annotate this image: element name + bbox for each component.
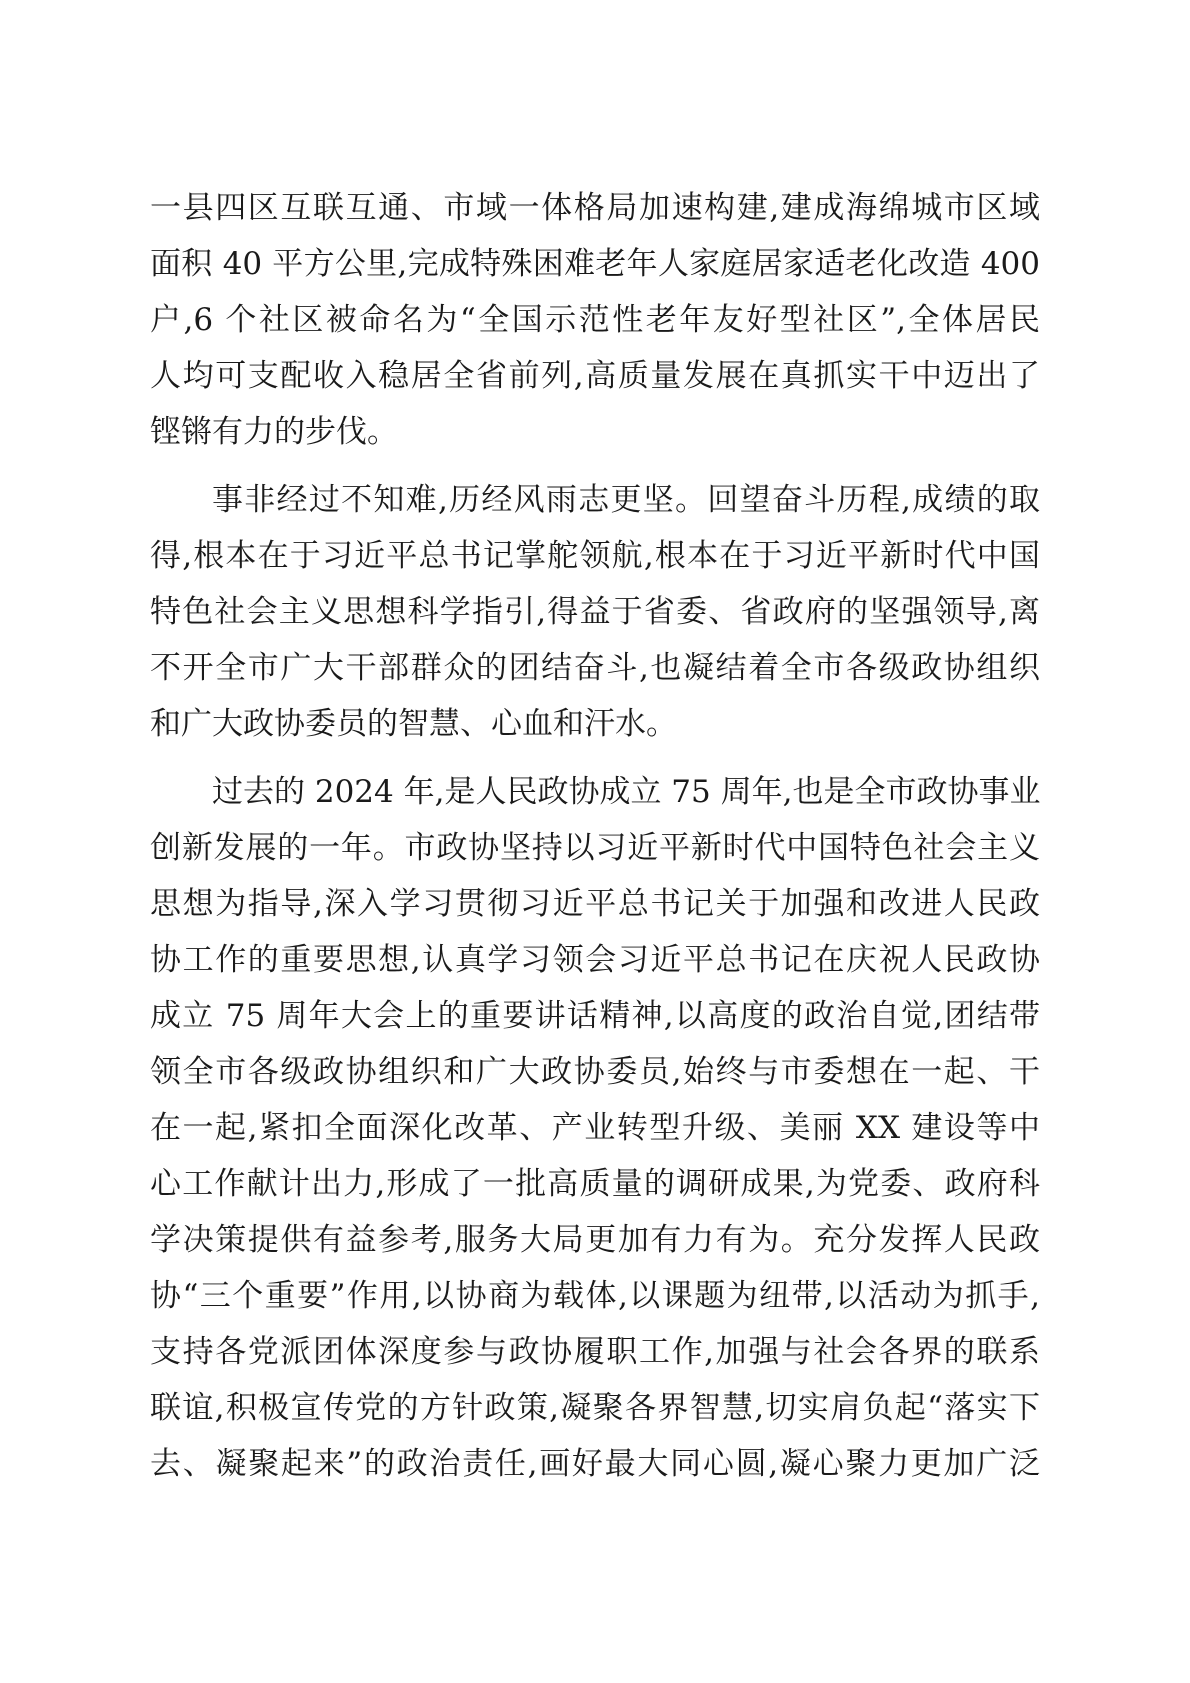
document-body xyxy=(150,180,1040,1504)
text-line: 得,根本在于习近平总书记掌舵领航,根本在于习近平新时代中国 xyxy=(150,538,1040,574)
text-line: 支持各党派团体深度参与政协履职工作,加强与社会各界的联系 xyxy=(150,1334,1040,1370)
text-line: 户,6 个社区被命名为“全国示范性老年友好型社区”,全体居民 xyxy=(150,302,1040,338)
paragraph-1 xyxy=(150,180,1040,460)
text-line: 和广大政协委员的智慧、心血和汗水。 xyxy=(150,706,677,742)
text-line: 思想为指导,深入学习贯彻习近平总书记关于加强和改进人民政 xyxy=(150,886,1040,922)
text-line: 心工作献计出力,形成了一批高质量的调研成果,为党委、政府科 xyxy=(150,1166,1040,1202)
text-line: 领全市各级政协组织和广大政协委员,始终与市委想在一起、干 xyxy=(150,1054,1040,1090)
text-line: 铿锵有力的步伐。 xyxy=(150,414,398,450)
text-line: 事非经过不知难,历经风雨志更坚。回望奋斗历程,成绩的取 xyxy=(212,482,1040,518)
paragraph-2 xyxy=(150,472,1040,752)
text-line: 创新发展的一年。市政协坚持以习近平新时代中国特色社会主义 xyxy=(150,830,1040,866)
text-line: 学决策提供有益参考,服务大局更加有力有为。充分发挥人民政 xyxy=(150,1222,1040,1258)
text-line: 去、凝聚起来”的政治责任,画好最大同心圆,凝心聚力更加广泛 xyxy=(150,1446,1040,1482)
text-line: 在一起,紧扣全面深化改革、产业转型升级、美丽 XX 建设等中 xyxy=(150,1110,1040,1146)
text-line: 联谊,积极宣传党的方针政策,凝聚各界智慧,切实肩负起“落实下 xyxy=(150,1390,1040,1426)
text-line: 协“三个重要”作用,以协商为载体,以课题为纽带,以活动为抓手, xyxy=(150,1278,1040,1314)
text-line: 人均可支配收入稳居全省前列,高质量发展在真抓实干中迈出了 xyxy=(150,358,1040,394)
paragraph-3 xyxy=(150,764,1040,1492)
text-line: 特色社会主义思想科学指引,得益于省委、省政府的坚强领导,离 xyxy=(150,594,1040,630)
text-line: 不开全市广大干部群众的团结奋斗,也凝结着全市各级政协组织 xyxy=(150,650,1040,686)
text-line: 过去的 2024 年,是人民政协成立 75 周年,也是全市政协事业 xyxy=(212,774,1041,810)
text-line: 面积 40 平方公里,完成特殊困难老年人家庭居家适老化改造 400 xyxy=(150,246,1040,282)
text-line: 协工作的重要思想,认真学习领会习近平总书记在庆祝人民政协 xyxy=(150,942,1040,978)
text-line: 一县四区互联互通、市域一体格局加速构建,建成海绵城市区域 xyxy=(150,190,1040,226)
text-line: 成立 75 周年大会上的重要讲话精神,以高度的政治自觉,团结带 xyxy=(150,998,1040,1034)
